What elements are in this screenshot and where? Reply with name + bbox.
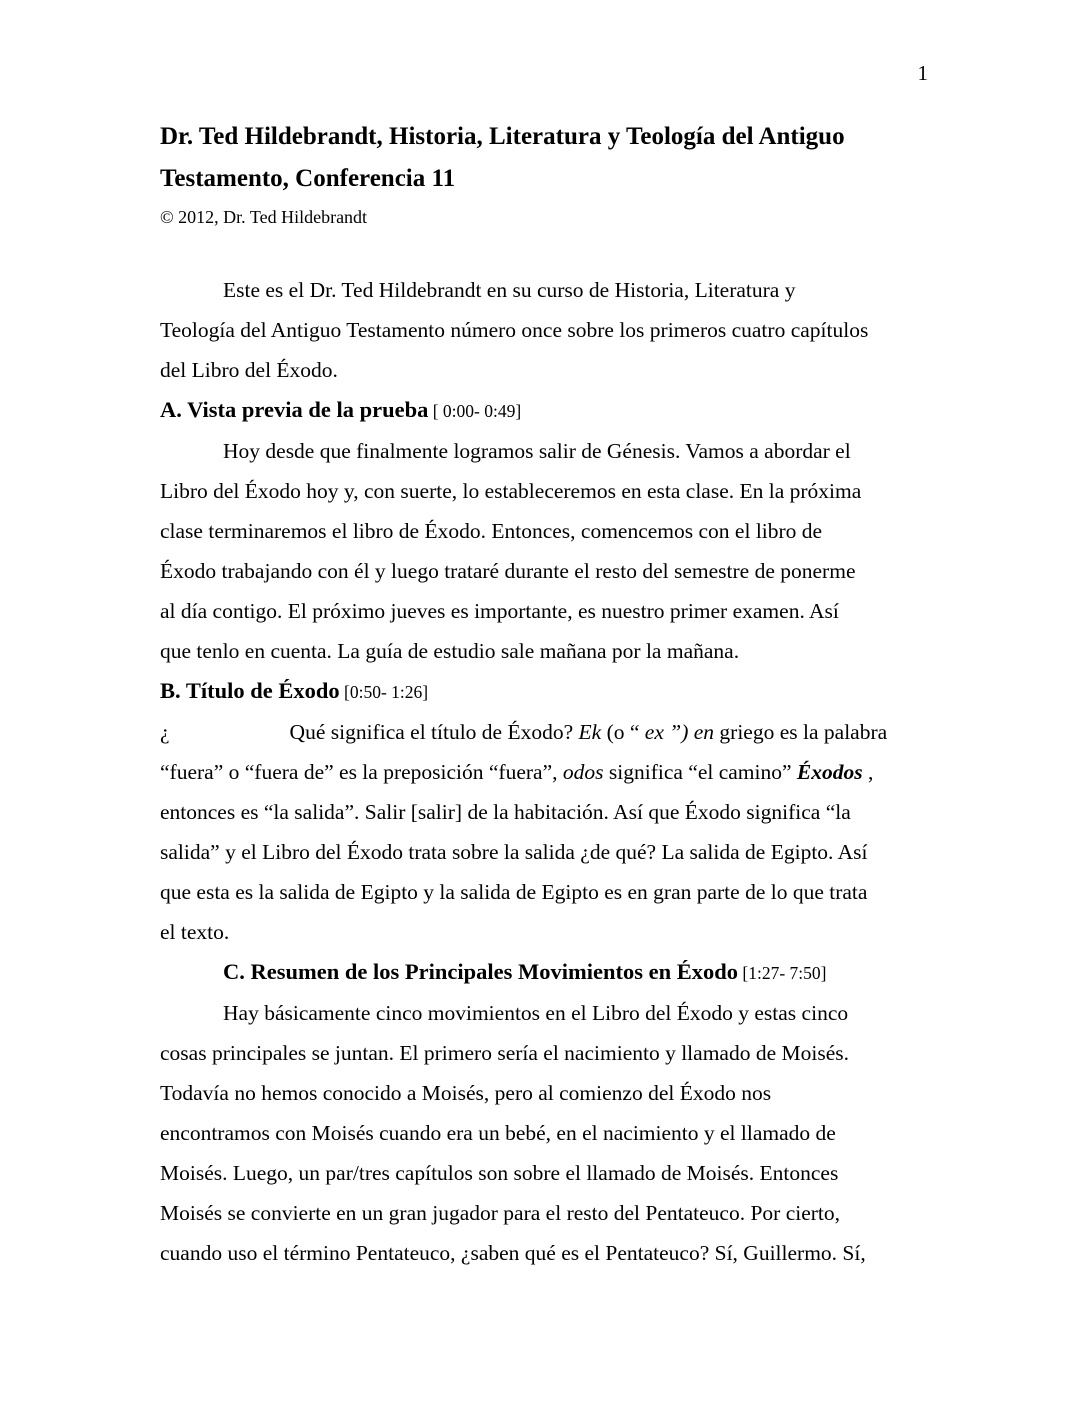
text-run: el texto.	[160, 920, 230, 944]
text-run: que esta es la salida de Egipto y la salida de Egipto es en gran parte de lo que trata	[160, 880, 868, 904]
text-line	[160, 1073, 940, 1113]
text-run: griego es la palabra	[714, 720, 888, 744]
text-run: significa “el camino”	[603, 760, 797, 784]
text-line	[160, 1113, 940, 1153]
document-title	[160, 116, 940, 200]
text-line	[160, 752, 940, 792]
text-run: encontramos con Moisés cuando era un bebé, en el nacimiento y el llamado de	[160, 1121, 836, 1145]
text-run: “fuera” o “fuera de” es la preposición “fuera”,	[160, 760, 563, 784]
text-line	[160, 872, 940, 912]
document-content	[160, 116, 940, 1273]
text-line	[160, 591, 940, 631]
text-line	[160, 832, 940, 872]
text-run: Hay básicamente cinco movimientos en el Libro del Éxodo y estas cinco	[223, 1001, 849, 1025]
text-run: en	[693, 720, 715, 744]
text-run: odos	[562, 760, 604, 784]
text-line	[160, 1193, 940, 1233]
text-run: A. Vista previa de la prueba	[160, 397, 429, 422]
text-line	[160, 511, 940, 551]
text-run: ,	[862, 760, 874, 784]
text-run: Hoy desde que finalmente logramos salir de Génesis. Vamos a abordar el	[223, 439, 851, 463]
text-run: B. Título de Éxodo	[160, 678, 340, 703]
title-line-2: Testamento, Conferencia 11	[160, 165, 456, 192]
text-line	[160, 912, 940, 952]
text-run: Éxodos	[796, 760, 863, 784]
section-heading	[160, 671, 940, 712]
text-run: Este es el Dr. Ted Hildebrandt en su curso de Historia, Literatura y	[223, 278, 796, 302]
text-run: ex ”)	[644, 720, 689, 744]
text-line	[160, 431, 940, 471]
document-body	[160, 270, 940, 1273]
text-line	[160, 551, 940, 591]
text-line	[160, 1153, 940, 1193]
timestamp: [1:27- 7:50]	[738, 963, 827, 983]
text-run: Éxodo trabajando con él y luego trataré durante el resto del semestre de ponerme	[160, 559, 856, 583]
text-run: al día contigo. El próximo jueves es importante, es nuestro primer examen. Así	[160, 599, 839, 623]
text-run: C. Resumen de los Principales Movimientos en Éxodo	[223, 959, 738, 984]
text-run: clase terminaremos el libro de Éxodo. Entonces, comencemos con el libro de	[160, 519, 823, 543]
text-line	[160, 993, 940, 1033]
text-run: (o “	[601, 720, 645, 744]
text-run: salida” y el Libro del Éxodo trata sobre la salida ¿de qué? La salida de Egipto. Así	[160, 840, 868, 864]
copyright-line: © 2012, Dr. Ted Hildebrandt	[160, 207, 368, 227]
title-line-1: Dr. Ted Hildebrandt, Historia, Literatura y Teología del Antiguo	[160, 123, 845, 150]
text-line	[160, 310, 940, 350]
text-line	[160, 270, 940, 310]
text-run: Libro del Éxodo hoy y, con suerte, lo estableceremos en esta clase. En la próxima	[160, 479, 862, 503]
text-line	[160, 1233, 940, 1273]
text-run: Ek	[578, 720, 602, 744]
text-run: Qué significa el título de Éxodo?	[289, 720, 579, 744]
text-line	[160, 631, 940, 671]
text-run: Moisés. Luego, un par/tres capítulos son sobre el llamado de Moisés. Entonces	[160, 1161, 839, 1185]
timestamp: [0:50- 1:26]	[339, 682, 429, 702]
timestamp: [ 0:00- 0:49]	[428, 401, 522, 421]
text-run: del Libro del Éxodo.	[160, 358, 338, 382]
text-run: cuando uso el término Pentateuco, ¿saben qué es el Pentateuco? Sí, Guillermo. Sí,	[160, 1241, 866, 1265]
text-line	[160, 1033, 940, 1073]
text-line	[160, 792, 940, 832]
text-run: que tenlo en cuenta. La guía de estudio sale mañana por la mañana.	[160, 639, 740, 663]
text-line	[160, 471, 940, 511]
text-run: Moisés se convierte en un gran jugador para el resto del Pentateuco. Por cierto,	[160, 1201, 841, 1225]
text-run: ¿	[160, 720, 170, 744]
text-run: Todavía no hemos conocido a Moisés, pero al comienzo del Éxodo nos	[160, 1081, 772, 1105]
section-heading	[160, 952, 940, 993]
page-number: 1	[917, 61, 928, 85]
text-run: entonces es “la salida”. Salir [salir] de la habitación. Así que Éxodo significa “la	[160, 800, 851, 824]
text-run: cosas principales se juntan. El primero sería el nacimiento y llamado de Moisés.	[160, 1041, 849, 1065]
text-line	[160, 712, 940, 752]
text-line	[160, 350, 940, 390]
section-heading	[160, 390, 940, 431]
text-run: Teología del Antiguo Testamento número once sobre los primeros cuatro capítulos	[160, 318, 869, 342]
